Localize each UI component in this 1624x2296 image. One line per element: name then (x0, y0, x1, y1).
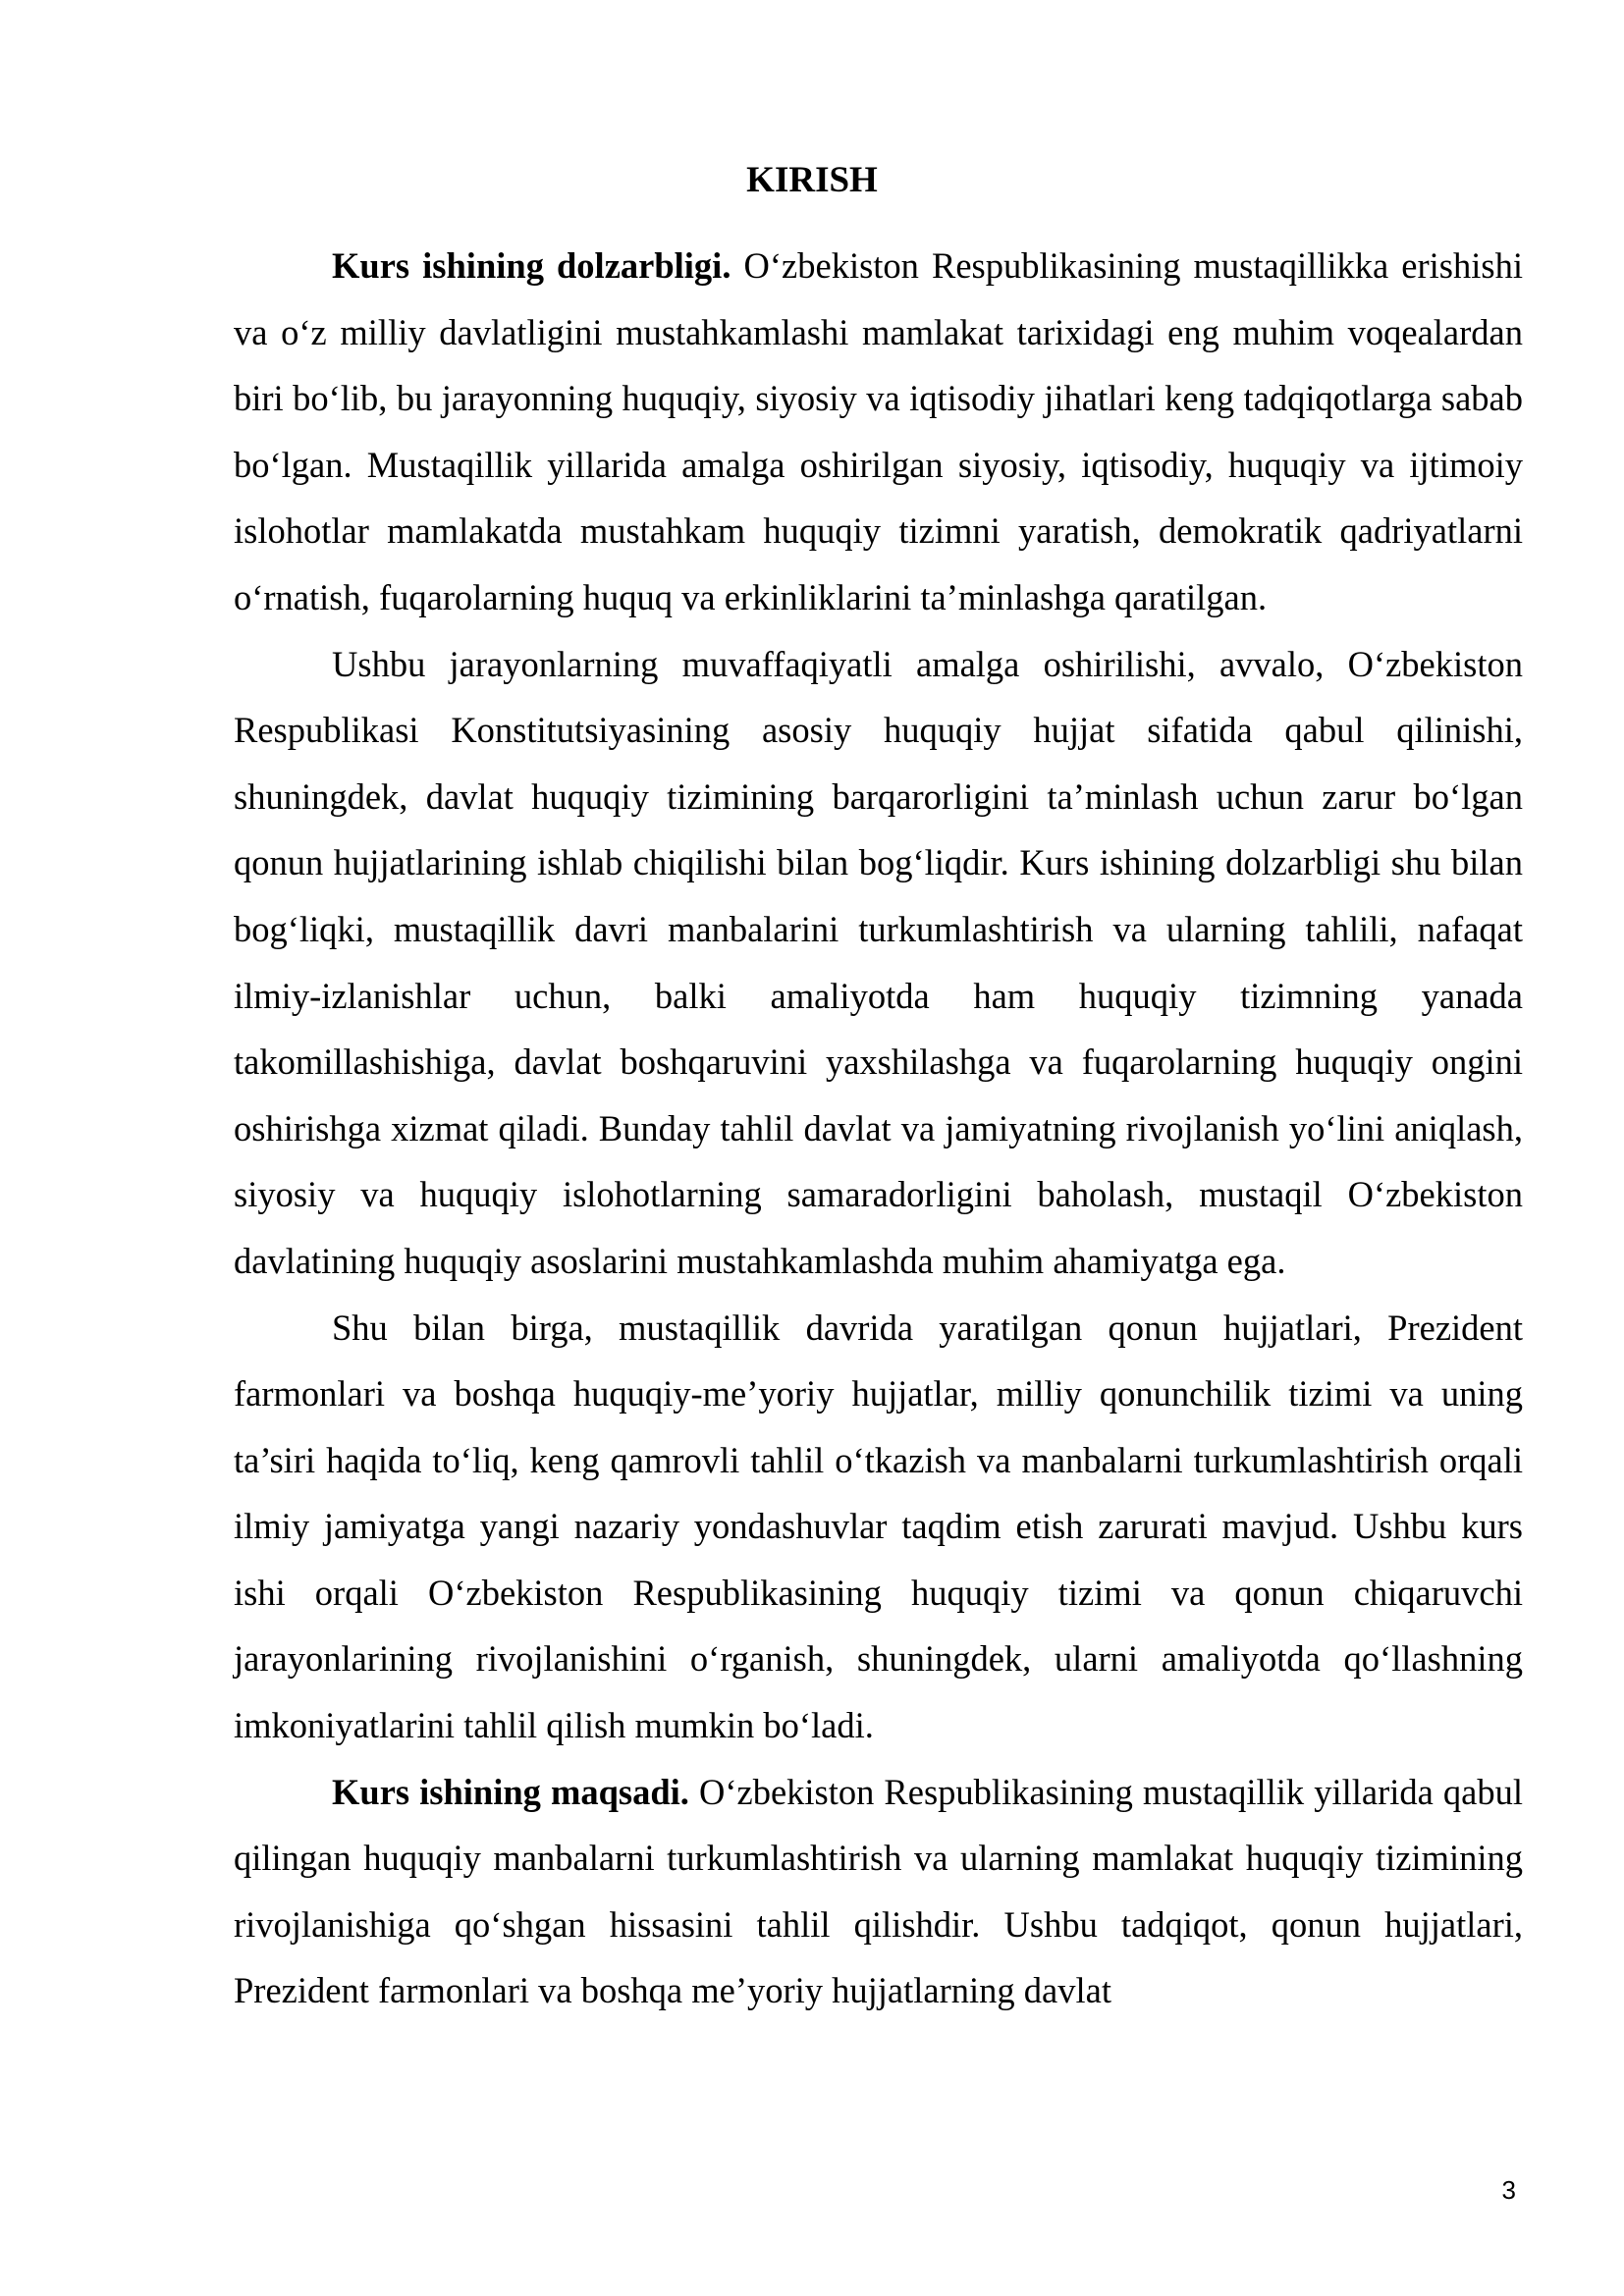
body-text (234, 233, 1523, 2024)
paragraph-relevance (234, 233, 1523, 631)
paragraph-lead: Kurs ishining dolzarbligi. (332, 245, 731, 286)
page-number: 3 (1501, 2175, 1516, 2205)
page-title: KIRISH (746, 160, 878, 200)
paragraph-text: Shu bilan birga, mustaqillik davrida yaratilgan qonun hujjatlari, Prezident farmonlari va boshqa huquqiy-me’yoriy hujjatlar, milliy qonunchilik tizimi va uning ta’siri haqida to‘liq, keng qamrovli tahlil o‘tkazish va manbalarni turkumlashtirish orqali ilmiy jamiyatga yangi nazariy yondashuvlar taqdim etish zarurati mavjud. Ushbu kurs ishi orqali O‘zbekiston Respublikasining huquqiy tizimi va qonun chiqaruvchi jarayonlarining rivojlanishini o‘rganish, shuningdek, ularni amaliyotda qo‘llashning imkoniyatlarini tahlil qilish mumkin bo‘ladi. (234, 1307, 1523, 1746)
paragraph-text: Ushbu jarayonlarning muvaffaqiyatli amalga oshirilishi, avvalo, O‘zbekiston Respublikasi Konstitutsiyasining asosiy huquqiy hujjat sifatida qabul qilinishi, shuningdek, davlat huquqiy tizimining barqarorligini ta’minlash uchun zarur bo‘lgan qonun hujjatlarining ishlab chiqilishi bilan bog‘liqdir. Kurs ishining dolzarbligi shu bilan bog‘liqki, mustaqillik davri manbalarini turkumlashtirish va ularning tahlili, nafaqat ilmiy-izlanishlar uchun, balki amaliyotda ham huquqiy tizimning yanada takomillashishiga, davlat boshqaruvini yaxshilashga va fuqarolarning huquqiy ongini oshirishga xizmat qiladi. Bunday tahlil davlat va jamiyatning rivojlanish yo‘lini aniqlash, siyosiy va huquqiy islohotlarning samaradorligini baholash, mustaqil O‘zbekiston davlatining huquqiy asoslarini mustahkamlashda muhim ahamiyatga ega. (234, 643, 1523, 1281)
paragraph-legislation (234, 1295, 1523, 1759)
paragraph-process (234, 631, 1523, 1295)
paragraph-text: O‘zbekiston Respublikasining mustaqillik yillarida qabul qilingan huquqiy manbalarni turkumlashtirish va ularning mamlakat huquqiy tizimining rivojlanishiga qo‘shgan hissasini tahlil qilishdir. Ushbu tadqiqot, qonun hujjatlari, Prezident farmonlari va boshqa me’yoriy hujjatlarning davlat (234, 1771, 1523, 2011)
paragraph-text: O‘zbekiston Respublikasining mustaqillikka erishishi va o‘z milliy davlatligini mustahkamlashi mamlakat tarixidagi eng muhim voqealardan biri bo‘lib, bu jarayonning huquqiy, siyosiy va iqtisodiy jihatlari keng tadqiqotlarga sabab bo‘lgan. Mustaqillik yillarida amalga oshirilgan siyosiy, iqtisodiy, huquqiy va ijtimoiy islohotlar mamlakatda mustahkam huquqiy tizimni yaratish, demokratik qadriyatlarni o‘rnatish, fuqarolarning huquq va erkinliklarini ta’minlashga qaratilgan. (234, 245, 1523, 617)
paragraph-lead: Kurs ishining maqsadi. (332, 1771, 689, 1812)
paragraph-goal (234, 1759, 1523, 2024)
